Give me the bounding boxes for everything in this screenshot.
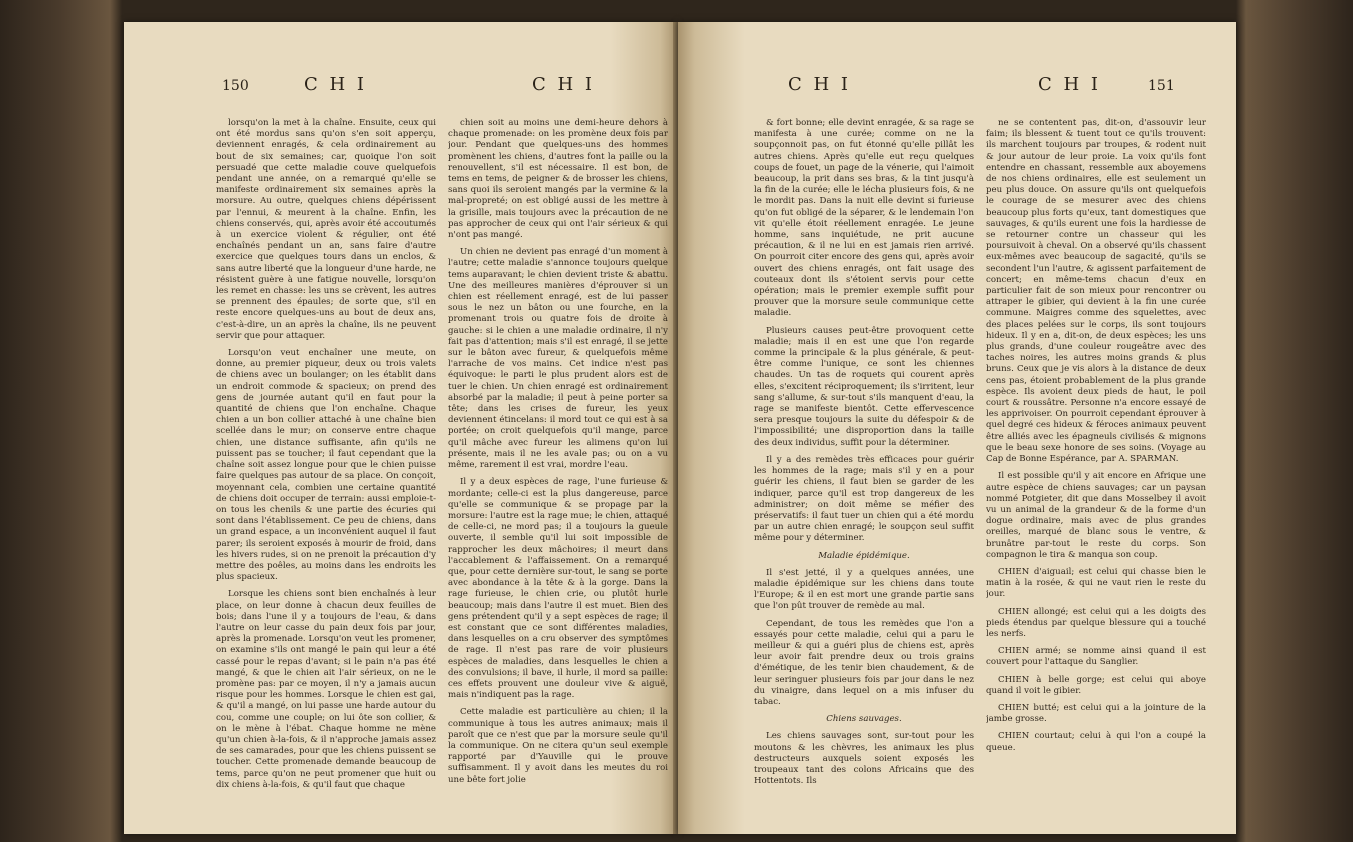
entry-chien-belle-gorge: CHIEN à belle gorge; est celui qui aboye quand il voit le gibier. bbox=[986, 674, 1206, 696]
right-header-right: C H I bbox=[1038, 74, 1102, 95]
paragraph: lorsqu'on la met à la chaîne. Ensuite, ceux qui ont été mordus sans qu'on s'en soit apperçu, deviennent enragés, & cela ordinairement au bout de six semaines; car, quoique l'on soit persuadé que cette maladie couve quelquefois pendant une année, on a remarqué qu'elle se manifeste ordinairement six semaines après la morsure. Au outre, quelques chiens dépérissent par l'ennui, & meurent à la chaîne. Enfin, les chiens conservés, qui, après avoir été accoutumés à un exercice violent & régulier, ont été enchaînés pendant un an, sans faire d'autre exercice que quelques tours dans un enclos, & sans autre liberté que la longueur d'une harde, ne résistent guère à une fatigue nouvelle, lorsqu'on les remet en chasse: les uns se crèvent, les autres se prennent des épaules; de sorte que, s'il en reste encore quelques-uns au bout de deux ans, c'est-à-dire, un an après la chaîne, ils ne peuvent servir que pour attaquer. bbox=[216, 118, 436, 341]
entry-chien-d-aiguail: CHIEN d'aiguail; est celui qui chasse bien le matin à la rosée, & qui ne vaut rien le reste du jour. bbox=[986, 566, 1206, 600]
section-heading: Maladie épidémique. bbox=[818, 550, 910, 561]
paragraph: Il y a des remèdes très efficaces pour guérir les hommes de la rage; mais s'il y en a pour guérir les chiens, il faut bien se garder de les indiquer, parce qu'il est trop dangereux de les administrer; on doit même se méfier des préservatifs: il faut tuer un chien qui a été mordu par un autre chien enragé; le soupçon seul suffit même pour y déterminer. bbox=[754, 454, 974, 544]
right-page bbox=[678, 22, 1236, 834]
section-heading: Chiens sauvages. bbox=[826, 714, 902, 725]
paragraph: Cette maladie est particulière au chien; il la communique à tous les autres animaux; mais il paroît que ce n'est que par la morsure seule qu'il la communique. On ne citera qu'un seul exemple rapporté par d'Yauville qui le prouve suffisamment. Il y avoit dans les meutes du roi une bête fort jolie bbox=[448, 707, 668, 785]
paragraph: Les chiens sauvages sont, sur-tout pour les moutons & les chèvres, les animaux les plus destructeurs auxquels soient exposés les troupeaux tant des colons Africains que des Hottentots. Ils bbox=[754, 731, 974, 787]
paragraph: Lorsque les chiens sont bien enchaînés à leur place, on leur donne à chacun deux feuilles de bois; dans l'une il y a toujours de l'eau, & dans l'autre on leur casse du pain deux fois par jour, après la promenade. Lorsqu'on veut les promener, on examine s'ils ont mangé le pain qui leur a été cassé pour le repas d'avant; si le pain n'a pas été mangé, & que le chien ait l'air sérieux, on ne le promène pas: par ce moyen, il n'y a jamais aucun risque pour les hommes. Lorsque le chien est gai, & qu'il a mangé, on lui passe une harde autour du cou, comme une couple; on lui ôte son collier, & on le mène à l'ébat. Chaque homme ne mène qu'un chien à-la-fois, & il n'approche jamais assez de ses camarades, pour que les chiens puissent se toucher. Cette promenade demande beaucoup de tems, parce qu'on ne peut promener que huit ou dix chiens à-la-fois, & qu'il faut que chaque bbox=[216, 589, 436, 790]
paragraph: chien soit au moins une demi-heure dehors à chaque promenade: on les promène deux fois par jour. Pendant que quelques-uns des hommes promènent les chiens, d'autres font la paille ou la renouvellent, s'il est nécessaire. Il est bon, de tems en tems, de peigner & de brosser les chiens, sans quoi ils seroient mangés par la vermine & la mal-propreté; on est obligé aussi de les mettre à la grisille, mais toujours avec la précaution de ne pas approcher de ceux qui ont l'air sérieux & qui n'ont pas mangé. bbox=[448, 118, 668, 241]
paragraph: Lorsqu'on veut enchaîner une meute, on donne, au premier piqueur, deux ou trois valets de chiens avec un boulanger; on les établit dans un endroit commode & spacieux; on prend des gens de journée autant qu'il en faut pour la quantité de chiens que l'on enchaîne. Chaque chien a un bon collier attaché à une chaîne bien scellée dans le mur; on conserve entre chaque chien, une distance suffisante, afin qu'ils ne puissent pas se toucher; il faut cependant que la chaîne soit assez longue pour que le chien puisse faire quelques pas autour de sa place. On conçoit, moyennant cela, combien une certaine quantité de chiens doit occuper de terrain: aussi emploie-t-on tous les chenils & une partie des écuries qui sont dans l'établissement. Ce peu de chiens, dans un grand espace, a un inconvénient auquel il faut parer; ils seroient exposés à mourir de froid, dans les hivers rudes, si on ne prenoit la précaution d'y mettre des poêles, au moins dans les endroits les plus spacieux. bbox=[216, 348, 436, 583]
entry-chien-allonge: CHIEN allongé; est celui qui a les doigts des pieds étendus par quelque blessure qui a touché les nerfs. bbox=[986, 606, 1206, 639]
left-column-2 bbox=[448, 118, 668, 834]
paragraph: Il s'est jetté, il y a quelques années, une maladie épidémique sur les chiens dans toute l'Europe; & il en est mort une grande partie sans que l'on pût trouver de remède au mal. bbox=[754, 567, 974, 612]
paragraph: & fort bonne; elle devint enragée, & sa rage se manifesta à une curée; comme on ne la soupçonnoit pas, on fut étonné qu'elle pillât les autres chiens. Après qu'elle eut reçu quelques coups de fouet, un page de la vénerie, qui l'aimoit beaucoup, la prit dans ses bras, & la tint jusqu'à la fin de la curée; elle le lécha plusieurs fois, & ne le mordit pas. Dans la nuit elle devint si furieuse qu'on fut obligé de la séparer, & le lendemain l'on vit qu'elle étoit réellement enragée. Le jeune homme, sans inquiétude, ne prit aucune précaution, & il ne lui en est jamais rien arrivé. On pourroit citer encore des gens qui, après avoir ouvert des chiens enragés, ont fait usage des couteaux dont ils s'étoient servis pour cette opération; mais le premier exemple suffit pour prouver que la morsure seule communique cette maladie. bbox=[754, 118, 974, 319]
paragraph: Un chien ne devient pas enragé d'un moment à l'autre; cette maladie s'annonce toujours quelque tems auparavant; le chien devient triste & abattu. Une des meilleures manières d'éprouver si un chien est réellement enragé, est de lui passer sous le nez un bâton ou une fourche, en la promenant trois ou quatre fois de droite à gauche: si le chien a une maladie ordinaire, il n'y fait pas d'attention; mais s'il est enragé, il se jette sur le bâton avec fureur, & quelquefois même l'arrache de vos mains. Cet indice n'est pas équivoque: le parti le plus prudent alors est de tuer le chien. Un chien enragé est ordinairement absorbé par la maladie; il peut à peine porter sa tête; dans les crises de fureur, les yeux deviennent étincelans: il mord tout ce qui est à sa portée; on croit quelquefois qu'il mange, parce qu'il mâche avec fureur les alimens qu'on lui présente, mais il ne les avale pas; ou on a vu même, rarement il est vrai, mordre l'eau. bbox=[448, 247, 668, 471]
right-column-1 bbox=[754, 118, 974, 834]
left-page bbox=[124, 22, 677, 834]
paragraph: Cependant, de tous les remèdes que l'on a essayés pour cette maladie, celui qui a paru le meilleur & qui a guéri plus de chiens est, après leur avoir fait prendre deux ou trois grains d'émétique, de les tenir bien chaudement, & de leur seringuer plusieurs fois par jour dans le nez du vinaigre, dans lequel on a mis infuser du tabac. bbox=[754, 618, 974, 707]
entry-chien-courtaut: CHIEN courtaut; celui à qui l'on a coupé la queue. bbox=[986, 731, 1206, 753]
left-header-left: C H I bbox=[304, 74, 368, 95]
paragraph: ne se contentent pas, dit-on, d'assouvir leur faim; ils blessent & tuent tout ce qu'ils trouvent: ils marchent toujours par troupes, & rodent nuit & jour autour de leur proie. La voix qu'ils font entendre en chassant, ressemble aux aboyemens de nos chiens ordinaires, elle est seulement un peu plus douce. On assure qu'ils ont quelquefois le courage de se mesurer avec des chiens beaucoup plus forts qu'eux, tant domestiques que sauvages, & qu'ils eurent une fois la hardiesse de se retourner contre un chasseur qui les poursuivoit à cheval. On a observé qu'ils chassent eux-mêmes avec beaucoup de sagacité, qu'ils se secondent l'un l'autre, & agissent parfaitement de concert; en même-tems chacun d'eux en particulier fait de son mieux pour rencontrer ou attraper le gibier, qui devient à la fin une curée commune. Maigres comme des squelettes, avec des places pelées sur le corps, ils sont toujours hideux. Il y en a, dit-on, de deux espèces; les uns plus grands, d'une couleur rougeâtre avec des taches noires, les autres moins grands & plus bruns. Ceux que je vis alors à la distance de deux cens pas, étoient probablement de la plus grande espèce. Ils avoient deux pieds de haut, le poil court & roussâtre. Personne n'a encore essayé de les apprivoiser. On pourroit cependant éprouver à quel degré ces hideux & féroces animaux peuvent être alliés avec les épagneuls civilisés & mignons que le beau sexe honore de ses soins. (Voyage au Cap de Bonne Espérance, par A. SPARMAN. bbox=[986, 118, 1206, 465]
left-column-1 bbox=[216, 118, 436, 834]
paragraph: Il est possible qu'il y ait encore en Afrique une autre espèce de chiens sauvages; car un paysan nommé Potgieter, dit que dans Mosselbey il avoit vu un animal de la grandeur & de la forme d'un dogue ordinaire, mais avec de plus grandes oreilles, marqué de blanc sous le ventre, & brunâtre par-tout le reste du corps. Son compagnon le tira & manqua son coup. bbox=[986, 471, 1206, 560]
paragraph: Plusieurs causes peut-être provoquent cette maladie; mais il en est une que l'on regarde comme la principale & la plus générale, & peut-être comme l'unique, ce sont les chiennes chaudes. Un tas de roquets qui courent après elles, s'excitent réciproquement; ils s'irritent, leur sang s'allume, & sur-tout s'ils manquent d'eau, la rage se manifeste bientôt. Cette effervescence sera presque toujours la suite du défespoir & de l'impossibilité; une disproportion dans la taille des deux individus, suffit pour la déterminer. bbox=[754, 325, 974, 448]
entry-chien-arme: CHIEN armé; se nomme ainsi quand il est couvert pour l'attaque du Sanglier. bbox=[986, 646, 1206, 668]
entry-chien-butte: CHIEN butté; est celui qui a la jointure de la jambe grosse. bbox=[986, 702, 1206, 725]
left-page-number: 150 bbox=[222, 78, 249, 94]
paragraph: Il y a deux espèces de rage, l'une furieuse & mordante; celle-ci est la plus dangereuse, parce qu'elle se communique & se propage par la morsure: l'autre est la rage mue; le chien, attaqué de celle-ci, ne mord pas; il a toujours la gueule ouverte, il semble qu'il lui soit impossible de rapprocher les deux mâchoires; il meurt dans l'accablement & l'affaissement. On a remarqué que, pour cette dernière sur-tout, le sang se porte avec abondance à la tête & à la gorge. Dans la rage furieuse, le chien crie, ou plutôt hurle beaucoup; mais dans l'autre il est muet. Bien des gens prétendent qu'il y a sept espèces de rage; il est constant que ce sont différentes maladies, dans lesquelles on a cru observer des symptômes de rage. Il n'est pas rare de voir plusieurs espèces de maladies, dans lesquelles le chien a des convulsions; il bave, il hurle, il mord sa paille: ces effets prouvent une douleur vive & aiguë, mais n'indiquent pas la rage. bbox=[448, 477, 668, 701]
right-column-2 bbox=[986, 118, 1206, 834]
right-page-number: 151 bbox=[1148, 78, 1175, 94]
right-header-left: C H I bbox=[788, 74, 852, 95]
left-header-right: C H I bbox=[532, 74, 596, 95]
